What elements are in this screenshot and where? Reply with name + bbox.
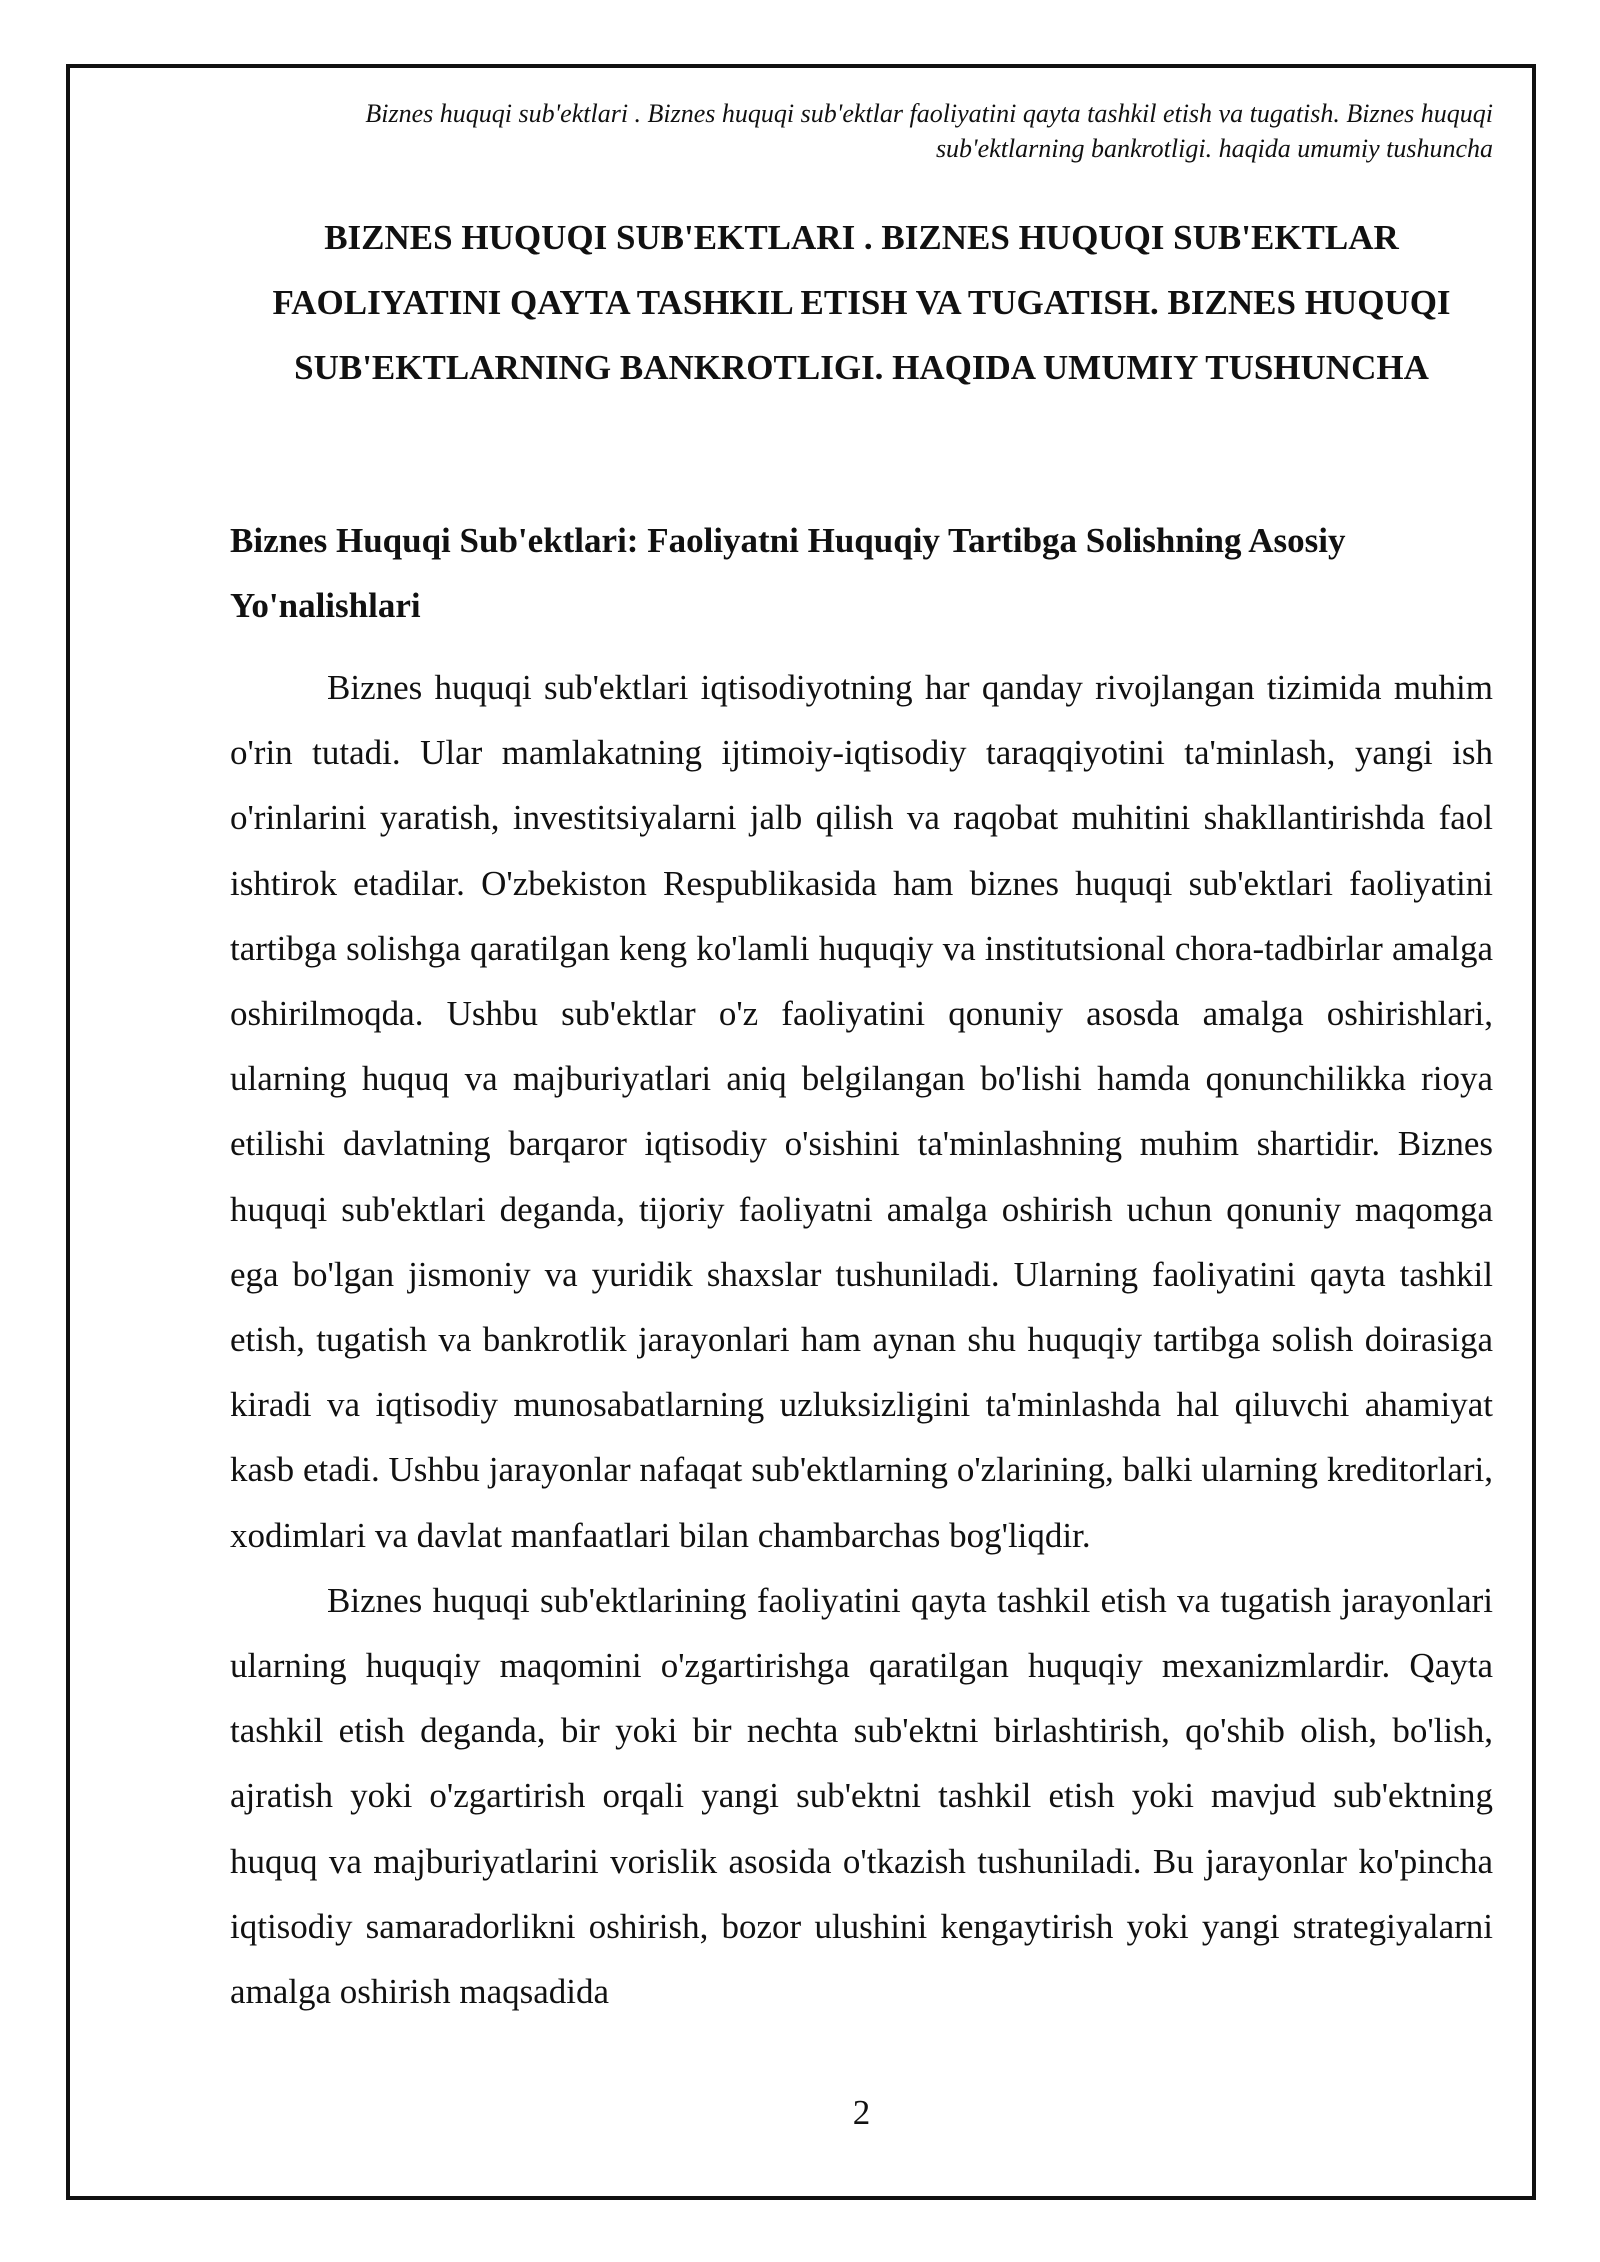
document-title: BIZNES HUQUQI SUB'EKTLARI . BIZNES HUQUQI SUB'EKTLAR FAOLIYATINI QAYTA TASHKIL ETISH VA TUGATISH. BIZNES HUQUQI SUB'EKTLARNING BANKROTLIGI. HAQIDA UMUMIY TUSHUNCHA <box>272 218 1451 387</box>
section-heading: Biznes Huquqi Sub'ektlari: Faoliyatni Huquqiy Tartibga Solishning Asosiy Yo'nalishlari <box>230 521 1346 625</box>
body-text <box>230 655 1493 2024</box>
page-number: 2 <box>852 2093 871 2132</box>
paragraph-2: Biznes huquqi sub'ektlarining faoliyatini qayta tashkil etish va tugatish jarayonlari ularning huquqiy maqomini o'zgartirishga qaratilgan huquqiy mexanizmlardir. Qayta tashkil etish deganda, bir yoki bir nechta sub'ektni birlashtirish, qo'shib olish, bo'lish, ajratish yoki o'zgartirish orqali yangi sub'ektni tashkil etish yoki mavjud sub'ektning huquq va majburiyatlarini vorislik asosida o'tkazish tushuniladi. Bu jarayonlar ko'pincha iqtisodiy samaradorlikni oshirish, bozor ulushini kengaytirish yoki yangi strategiyalarni amalga oshirish maqsadida <box>230 1580 1493 2012</box>
running-header: Biznes huquqi sub'ektlari . Biznes huquqi sub'ektlar faoliyatini qayta tashkil etish va tugatish. Biznes huquqi sub'ektlarning bankrotligi. haqida umumiy tushuncha <box>365 99 1493 163</box>
paragraph-1: Biznes huquqi sub'ektlari iqtisodiyotning har qanday rivojlangan tizimida muhim o'rin tutadi. Ular mamlakatning ijtimoiy-iqtisodiy taraqqiyotini ta'minlash, yangi ish o'rinlarini yaratish, investitsiyalarni jalb qilish va raqobat muhitini shakllantirishda faol ishtirok etadilar. O'zbekiston Respublikasida ham biznes huquqi sub'ektlari faoliyatini tartibga solishga qaratilgan keng ko'lamli huquqiy va institutsional chora-tadbirlar amalga oshirilmoqda. Ushbu sub'ektlar o'z faoliyatini qonuniy asosda amalga oshirishlari, ularning huquq va majburiyatlari aniq belgilangan bo'lishi hamda qonunchilikka rioya etilishi davlatning barqaror iqtisodiy o'sishini ta'minlashning muhim shartidir. Biznes huquqi sub'ektlari deganda, tijoriy faoliyatni amalga oshirish uchun qonuniy maqomga ega bo'lgan jismoniy va yuridik shaxslar tushuniladi. Ularning faoliyatini qayta tashkil etish, tugatish va bankrotlik jarayonlari ham aynan shu huquqiy tartibga solish doirasiga kiradi va iqtisodiy munosabatlarning uzluksizligini ta'minlashda hal qiluvchi ahamiyat kasb etadi. Ushbu jarayonlar nafaqat sub'ektlarning o'zlarining, balki ularning kreditorlari, xodimlari va davlat manfaatlari bilan chambarchas bog'liqdir. <box>230 668 1493 1555</box>
